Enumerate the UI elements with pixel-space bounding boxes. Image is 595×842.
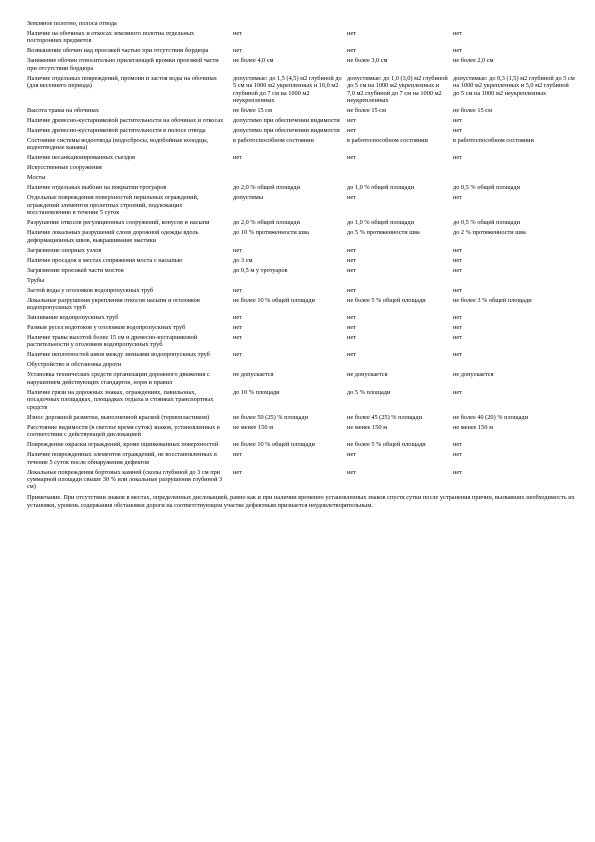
level-2-value-cell: не более 15 см [347,107,386,115]
section-heading: Искусственные сооружения [27,164,102,172]
level-3-value-cell: не более 3 % общей площади [453,296,532,304]
level-2-value-cell: до 5 % площади [347,388,391,396]
level-2-value-cell: нет [347,30,356,37]
level-3-value-cell: нет [453,334,462,342]
level-1-value-cell: допустимые: до 1,5 (4,5) м2 глубиной до 5 см на 1000 м2 укрепленных и 10,0 м2 глубиной до 7 см на 1000 м2 неукрепленных [233,74,342,105]
parameter-cell: Состояние системы водоотвода (водосбросы, водобойные колодцы, водоотводные канавы) [27,137,209,152]
table-row [27,351,575,361]
level-3-value-cell: нет [453,351,462,359]
level-1-value-cell: не более 10 % общей площади [233,296,315,304]
table-row [27,30,575,47]
footnote: Примечание. При отсутствии знаков в местах, определенных дислокацией, равно как и при наличии временно установленных знаков спустя сутки после устранения причин, вызвавших необходимость их установки, уровень содержания обстановки дороги на соответствующем участке дефектным признается неудовлетворительным. [27,494,575,509]
level-2-value-cell: нет [347,351,356,359]
table-row [27,229,575,246]
level-2-value-cell: не более 45 (25) % площади [347,413,422,421]
level-1-value-cell: нет [233,314,242,322]
parameter-cell: Расстояние видимости (в светлое время суток) знаков, установленных в соответствии с действующей дислокацией [27,423,220,439]
level-1-value-cell: допустимо при обеспечении видимости [233,117,340,125]
level-3-value-cell: нет [453,314,462,322]
level-2-value-cell: нет [347,127,356,135]
level-2-value-cell: в работоспособном состоянии [347,137,428,145]
level-3-value-cell: не менее 150 м [453,423,494,431]
level-3-value-cell: нет [453,194,462,202]
level-1-value-cell: не более 10 % общей площади [233,441,315,449]
level-1-value-cell: нет [233,246,242,254]
level-3-value-cell: нет [453,286,462,294]
parameter-cell: Наличие на обочинах и откосах земляного полотна отдельных посторонних предметов [27,30,195,45]
parameter-cell: Локальные разрушения укрепления откосов насыпи и оголовков водопропускных труб [27,296,200,312]
level-2-value-cell: нет [347,117,356,125]
table-row [27,389,575,414]
parameter-cell: Наличие грязи на дорожных знаках, ограждениях, павильонах, посадочных площадках, площадках отдыха и стоянках транспортных средств [27,388,214,411]
table-row [27,184,575,194]
level-2-value-cell: нет [347,266,356,274]
level-2-value-cell: до 5 % протяженности шва [347,229,420,237]
level-1-value-cell: не более 4,0 см [233,57,274,65]
level-2-value-cell: нет [347,246,356,254]
level-3-value-cell: не более 2,0 см [453,57,494,65]
parameter-cell: Возвышение обочин над проезжей частью при отсутствии бордюра [27,47,209,55]
level-3-value-cell: нет [453,117,462,125]
level-3-value-cell: нет [453,47,462,55]
level-1-value-cell: не более 50 (25) % площади [233,413,308,421]
table-row [27,287,575,297]
level-1-value-cell: до 10 % протяженности шва [233,229,309,237]
level-3-value-cell: до 0,5 % общей площади [453,184,521,192]
table-row [27,47,575,57]
level-2-value-cell: нет [347,334,356,342]
table-row [27,267,575,277]
level-1-value-cell: допустимы [233,194,264,202]
level-3-value-cell: нет [453,127,462,135]
level-1-value-cell: до 0,5 м у тротуаров [233,266,288,274]
level-1-value-cell: нет [233,334,242,342]
table-row [27,154,575,164]
parameter-cell: Наличие отдельных выбоин на покрытии тротуаров [27,184,167,192]
parameter-cell: Наличие неплотностей швов между звеньями водопропускных труб [27,351,210,359]
section-heading: Обустройство и обстановка дороги [27,361,122,369]
table-row [27,314,575,324]
table-row [27,107,575,117]
level-1-value-cell: допустимо при обеспечении видимости [233,127,340,135]
level-2-value-cell: допустимые: до 1,0 (3,0) м2 глубиной до 5 см на 1000 м2 укрепленных и 7,0 м2 глубиной до 7 см на 1000 м2 неукрепленных [347,74,448,105]
parameter-cell: Высота травы на обочинах [27,107,99,115]
parameter-cell: Наличие отдельных повреждений, промоин и застоя воды на обочинах (для весеннего периода) [27,74,217,90]
parameter-cell: Наличие несанкционированных съездов [27,154,136,162]
table-row [27,257,575,267]
parameter-cell: Наличие поврежденных элементов ограждений, не восстановленных в течение 5 суток после обнаружения дефектов [27,451,217,466]
parameter-cell: Износ дорожной разметки, выполненной краской (термопластиком) [27,413,210,421]
level-3-value-cell: не допускается [453,371,494,379]
level-2-value-cell: нет [347,314,356,322]
level-2-value-cell: нет [347,468,356,476]
table-row [27,414,575,424]
level-3-value-cell: до 2 % протяженности шва [453,229,526,237]
level-2-value-cell: нет [347,324,356,332]
parameter-cell: Занижение обочин относительно прилегающей кромки проезжей части при отсутствии бордюра [27,57,219,72]
parameter-cell: Наличие древесно-кустарниковой растительности в полосе отвода [27,127,206,135]
table-row [27,441,575,451]
level-2-value-cell: не допускается [347,371,388,379]
parameter-cell: Наличие локальных разрушений слоев дорожной одежды вдоль деформационных швов, выкрашивание мастики [27,229,199,244]
level-2-value-cell: до 1,0 % общей площади [347,219,415,227]
level-1-value-cell: не менее 150 м [233,423,274,431]
table-row [27,137,575,154]
parameter-cell: Повреждение окраски ограждений, кроме оцинкованных поверхностей [27,441,219,449]
table-row [27,451,575,468]
level-1-value-cell: нет [233,351,242,359]
level-2-value-cell: не более 3,0 см [347,57,388,65]
level-2-value-cell: нет [347,451,356,459]
level-2-value-cell: нет [347,47,356,55]
table-row [27,297,575,314]
table-row [27,117,575,127]
parameter-cell: Застой воды у оголовков водопропускных труб [27,286,154,294]
section-heading-row [27,174,575,184]
parameter-cell: Отдельные повреждения поверхностей перильных ограждений, ограждений элементов пролетных строений, подлежащих восстановлению в течение 5 суток [27,194,199,217]
table-row [27,127,575,137]
table-body [27,20,575,493]
parameter-cell: Заиливание водопропускных труб [27,314,119,322]
parameter-cell: Наличие древесно-кустарниковой растительности на обочинах и откосах [27,117,224,125]
level-3-value-cell: нет [453,256,462,264]
section-heading-row [27,361,575,371]
section-heading: Земляное полотно, полоса отвода [27,20,117,27]
parameter-cell: Загрязнение проезжей части мостов [27,266,124,274]
level-3-value-cell: нет [453,388,462,396]
level-1-value-cell: не более 15 см [233,107,272,115]
level-1-value-cell: до 2,0 % общей площади [233,219,301,227]
section-heading: Мосты [27,174,46,182]
table-row [27,469,575,494]
level-1-value-cell: до 2,0 % общей площади [233,184,301,192]
level-1-value-cell: не допускается [233,371,274,379]
level-1-value-cell: нет [233,324,242,332]
table-row [27,334,575,351]
table-row [27,219,575,229]
level-3-value-cell: до 0,5 % общей площади [453,219,521,227]
level-1-value-cell: в работоспособном состоянии [233,137,314,145]
level-1-value-cell: нет [233,154,242,162]
table-row [27,247,575,257]
level-2-value-cell: нет [347,256,356,264]
level-1-value-cell: нет [233,468,242,476]
parameter-cell: Установка технических средств организации дорожного движения с нарушением действующих стандартов, норм и правил [27,371,210,386]
parameter-cell: Наличие просадок в местах сопряжения моста с насыпью [27,256,183,264]
level-3-value-cell: нет [453,154,462,162]
level-3-value-cell: нет [453,441,462,449]
maintenance-requirements-table [27,20,575,493]
section-heading-row [27,164,575,174]
table-row [27,424,575,441]
table-row [27,194,575,219]
parameter-cell: Размыв русел водотоков у оголовков водопропускных труб [27,324,186,332]
level-1-value-cell: до 10 % площади [233,388,280,396]
section-heading-row [27,20,575,30]
level-3-value-cell: нет [453,246,462,254]
level-3-value-cell: в работоспособном состоянии [453,137,534,145]
table-row [27,324,575,334]
section-heading: Трубы [27,276,45,284]
level-1-value-cell: нет [233,451,242,459]
level-2-value-cell: не менее 150 м [347,423,388,431]
level-3-value-cell: нет [453,324,462,332]
parameter-cell: Наличие травы высотой более 15 см и древесно-кустарниковой растительности у оголовков водопропускных труб [27,334,198,349]
table-row [27,57,575,74]
document-page [27,20,575,510]
level-2-value-cell: до 1,0 % общей площади [347,184,415,192]
level-3-value-cell: нет [453,451,462,459]
level-1-value-cell: нет [233,286,242,294]
section-heading-row [27,277,575,287]
parameter-cell: Разрушение откосов регуляционных сооружений, конусов и насыпи [27,219,210,227]
parameter-cell: Локальные повреждения бортовых камней (сколы глубиной до 3 см при суммарной площади свыше 30 % или локальные разрушения глубиной 3 см) [27,468,223,491]
level-3-value-cell: нет [453,30,462,37]
level-3-value-cell: не более 40 (20) % площади [453,413,528,421]
level-3-value-cell: нет [453,266,462,274]
table-row [27,75,575,107]
level-3-value-cell: допустимые: до 0,3 (1,5) м2 глубиной до 5 см на 1000 м2 укрепленных и 5,0 м2 глубиной до 5 см на 1000 м2 неукрепленных [453,74,575,97]
parameter-cell: Загрязнение опорных узлов [27,246,102,254]
level-1-value-cell: нет [233,47,242,55]
level-2-value-cell: не более 5 % общей площади [347,441,426,449]
level-1-value-cell: нет [233,30,242,37]
level-2-value-cell: нет [347,154,356,162]
level-2-value-cell: нет [347,194,356,202]
level-3-value-cell: нет [453,468,462,476]
table-row [27,371,575,388]
level-2-value-cell: нет [347,286,356,294]
level-1-value-cell: до 3 см [233,256,253,264]
level-2-value-cell: не более 5 % общей площади [347,296,426,304]
level-3-value-cell: не более 15 см [453,107,492,115]
